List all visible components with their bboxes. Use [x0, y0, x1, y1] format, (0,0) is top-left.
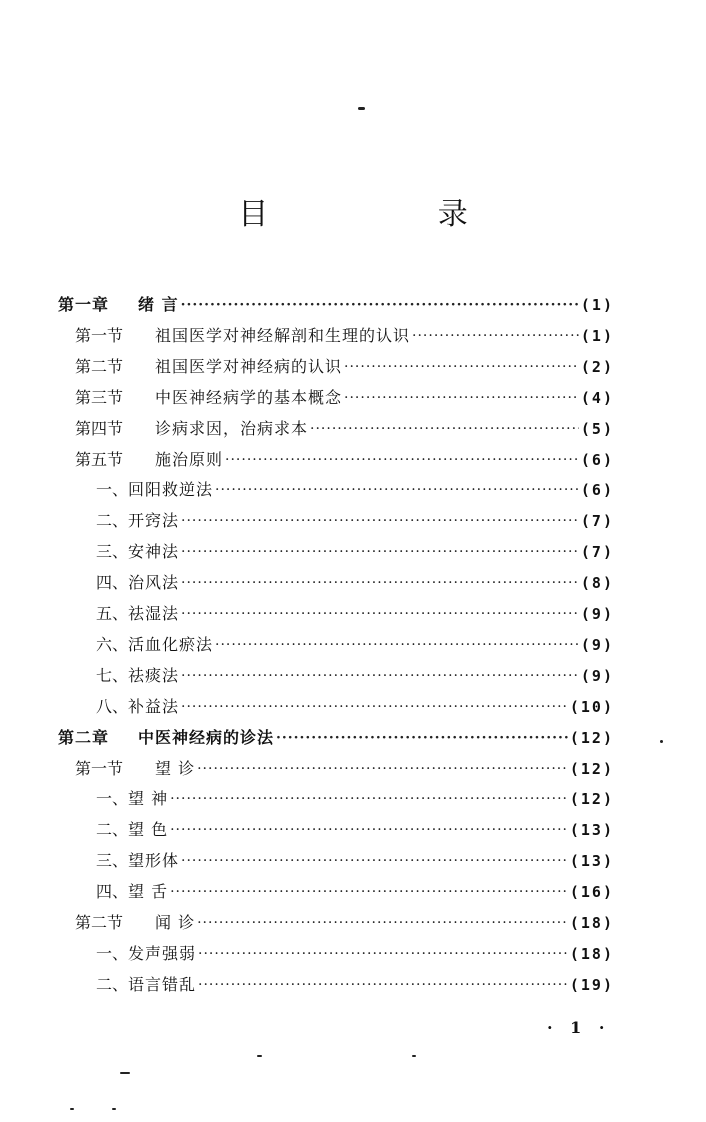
toc-number: 二、 — [96, 511, 129, 530]
toc-label — [75, 754, 195, 784]
toc-section-row — [75, 754, 614, 784]
toc-number: 第一节 — [75, 326, 124, 345]
toc-page-number: (7) — [580, 512, 614, 530]
page-number-footer: · 1 · — [547, 1018, 611, 1037]
toc-label — [96, 661, 179, 691]
toc-number: 七、 — [96, 666, 129, 685]
toc-title: 回阳救逆法 — [128, 480, 214, 499]
toc-leader-dots — [181, 537, 579, 567]
toc-number: 二、 — [96, 975, 129, 994]
toc-number: 八、 — [96, 697, 129, 716]
toc-label — [96, 970, 196, 1000]
toc-label — [96, 939, 196, 969]
toc-subsection-row — [96, 506, 614, 536]
toc-label — [96, 475, 213, 505]
toc-number: 一、 — [96, 789, 129, 808]
toc-label — [96, 846, 179, 876]
toc-title: 祖国医学对神经病的认识 — [155, 357, 343, 376]
toc-leader-dots — [215, 630, 579, 660]
toc-page-number: (12) — [569, 729, 614, 747]
toc-page-number: (12) — [569, 760, 614, 778]
page-title: 目 录 — [238, 197, 548, 232]
toc-page-number: (19) — [569, 976, 614, 994]
toc-subsection-row — [96, 970, 614, 1000]
toc-number: 第一节 — [75, 759, 124, 778]
toc-leader-dots — [181, 599, 579, 629]
toc-leader-dots — [197, 908, 568, 938]
toc-label — [75, 352, 342, 382]
toc-leader-dots — [170, 784, 568, 814]
toc-title: 中医神经病的诊法 — [138, 728, 275, 747]
toc-section-row — [75, 445, 614, 475]
toc-page-number: (12) — [569, 790, 614, 808]
toc-subsection-row — [96, 815, 614, 845]
toc-number: 第四节 — [75, 419, 124, 438]
toc-label — [96, 537, 179, 567]
toc-title: 诊病求因，治病求本 — [155, 419, 309, 438]
toc-title: 望 色 — [128, 820, 169, 839]
toc-page-number: (5) — [580, 420, 614, 438]
toc-number: 三、 — [96, 542, 129, 561]
toc-title: 祛痰法 — [128, 666, 180, 685]
toc-page-number: (1) — [580, 327, 614, 345]
toc-section-row — [75, 321, 614, 351]
toc-number: 五、 — [96, 604, 129, 623]
toc-label — [75, 383, 342, 413]
scan-speck — [70, 1108, 74, 1110]
scan-speck — [257, 1055, 262, 1057]
toc-label — [96, 630, 213, 660]
toc-page-number: (18) — [569, 945, 614, 963]
toc-leader-dots — [198, 970, 568, 1000]
toc-label — [58, 723, 274, 753]
scan-speck — [660, 740, 663, 743]
toc-number: 一、 — [96, 944, 129, 963]
toc-leader-dots — [225, 445, 579, 475]
toc-page-number: (1) — [580, 296, 614, 314]
toc-label — [96, 815, 168, 845]
scan-speck — [412, 1055, 416, 1057]
toc-number: 四、 — [96, 573, 129, 592]
toc-label — [58, 290, 179, 320]
toc-number: 四、 — [96, 882, 129, 901]
toc-label — [75, 414, 308, 444]
toc-leader-dots — [197, 754, 568, 784]
toc-label — [96, 568, 179, 598]
toc-subsection-row — [96, 537, 614, 567]
toc-leader-dots — [181, 290, 579, 320]
toc-page-number: (6) — [580, 481, 614, 499]
toc-page-number: (2) — [580, 358, 614, 376]
toc-page-number: (8) — [580, 574, 614, 592]
toc-page-number: (7) — [580, 543, 614, 561]
toc-page-number: (4) — [580, 389, 614, 407]
toc-page-number: (13) — [569, 852, 614, 870]
toc-subsection-row — [96, 630, 614, 660]
toc-number: 第二章 — [58, 728, 110, 747]
toc-leader-dots — [181, 661, 579, 691]
toc-title: 开窍法 — [128, 511, 180, 530]
toc-title: 望 诊 — [155, 759, 196, 778]
toc-leader-dots — [181, 692, 568, 722]
toc-title: 绪 言 — [138, 295, 179, 314]
toc-subsection-row — [96, 784, 614, 814]
toc-title: 祖国医学对神经解剖和生理的认识 — [155, 326, 411, 345]
toc-title: 补益法 — [128, 697, 180, 716]
toc-subsection-row — [96, 692, 614, 722]
toc-chapter-row — [58, 723, 614, 753]
toc-label — [96, 599, 179, 629]
toc-number: 三、 — [96, 851, 129, 870]
toc-page-number: (16) — [569, 883, 614, 901]
toc-leader-dots — [412, 321, 579, 351]
toc-label — [96, 506, 179, 536]
toc-number: 一、 — [96, 480, 129, 499]
toc-leader-dots — [170, 815, 568, 845]
toc-section-row — [75, 908, 614, 938]
toc-number: 第一章 — [58, 295, 110, 314]
toc-leader-dots — [310, 414, 579, 444]
toc-subsection-row — [96, 661, 614, 691]
toc-number: 第二节 — [75, 913, 124, 932]
toc-leader-dots — [181, 506, 579, 536]
toc-number: 第三节 — [75, 388, 124, 407]
toc-number: 六、 — [96, 635, 129, 654]
scan-speck — [112, 1108, 116, 1110]
toc-subsection-row — [96, 568, 614, 598]
toc-leader-dots — [181, 846, 568, 876]
toc-leader-dots — [276, 723, 568, 753]
toc-label — [96, 784, 168, 814]
toc-section-row — [75, 414, 614, 444]
toc-subsection-row — [96, 877, 614, 907]
toc-leader-dots — [344, 352, 579, 382]
toc-title: 治风法 — [128, 573, 180, 592]
toc-subsection-row — [96, 846, 614, 876]
toc-subsection-row — [96, 599, 614, 629]
toc-title: 望 舌 — [128, 882, 169, 901]
toc-label — [75, 321, 410, 351]
toc-title: 安神法 — [128, 542, 180, 561]
toc-number: 二、 — [96, 820, 129, 839]
toc-page-number: (13) — [569, 821, 614, 839]
toc-leader-dots — [170, 877, 568, 907]
toc-title: 望形体 — [128, 851, 180, 870]
toc-section-row — [75, 383, 614, 413]
toc-number: 第五节 — [75, 450, 124, 469]
toc-title: 发声强弱 — [128, 944, 197, 963]
toc-leader-dots — [344, 383, 579, 413]
toc-page-number: (9) — [580, 667, 614, 685]
toc-page-number: (6) — [580, 451, 614, 469]
toc-page-number: (9) — [580, 605, 614, 623]
toc-page-number: (18) — [569, 914, 614, 932]
toc-page-number: (9) — [580, 636, 614, 654]
toc-title: 祛湿法 — [128, 604, 180, 623]
toc-page-number: (10) — [569, 698, 614, 716]
toc-label — [75, 445, 223, 475]
toc-subsection-row — [96, 939, 614, 969]
toc-leader-dots — [198, 939, 568, 969]
toc-leader-dots — [215, 475, 579, 505]
toc-subsection-row — [96, 475, 614, 505]
toc-title: 语言错乱 — [128, 975, 197, 994]
scan-speck — [120, 1072, 130, 1074]
toc-label — [96, 692, 179, 722]
toc-title: 中医神经病学的基本概念 — [155, 388, 343, 407]
toc-label — [75, 908, 195, 938]
toc-number: 第二节 — [75, 357, 124, 376]
toc-leader-dots — [181, 568, 579, 598]
toc-section-row — [75, 352, 614, 382]
toc-title: 闻 诊 — [155, 913, 196, 932]
toc-chapter-row — [58, 290, 614, 320]
toc-title: 施治原则 — [155, 450, 224, 469]
toc-label — [96, 877, 168, 907]
toc-title: 活血化瘀法 — [128, 635, 214, 654]
toc-title: 望 神 — [128, 789, 169, 808]
scan-speck — [358, 107, 365, 110]
